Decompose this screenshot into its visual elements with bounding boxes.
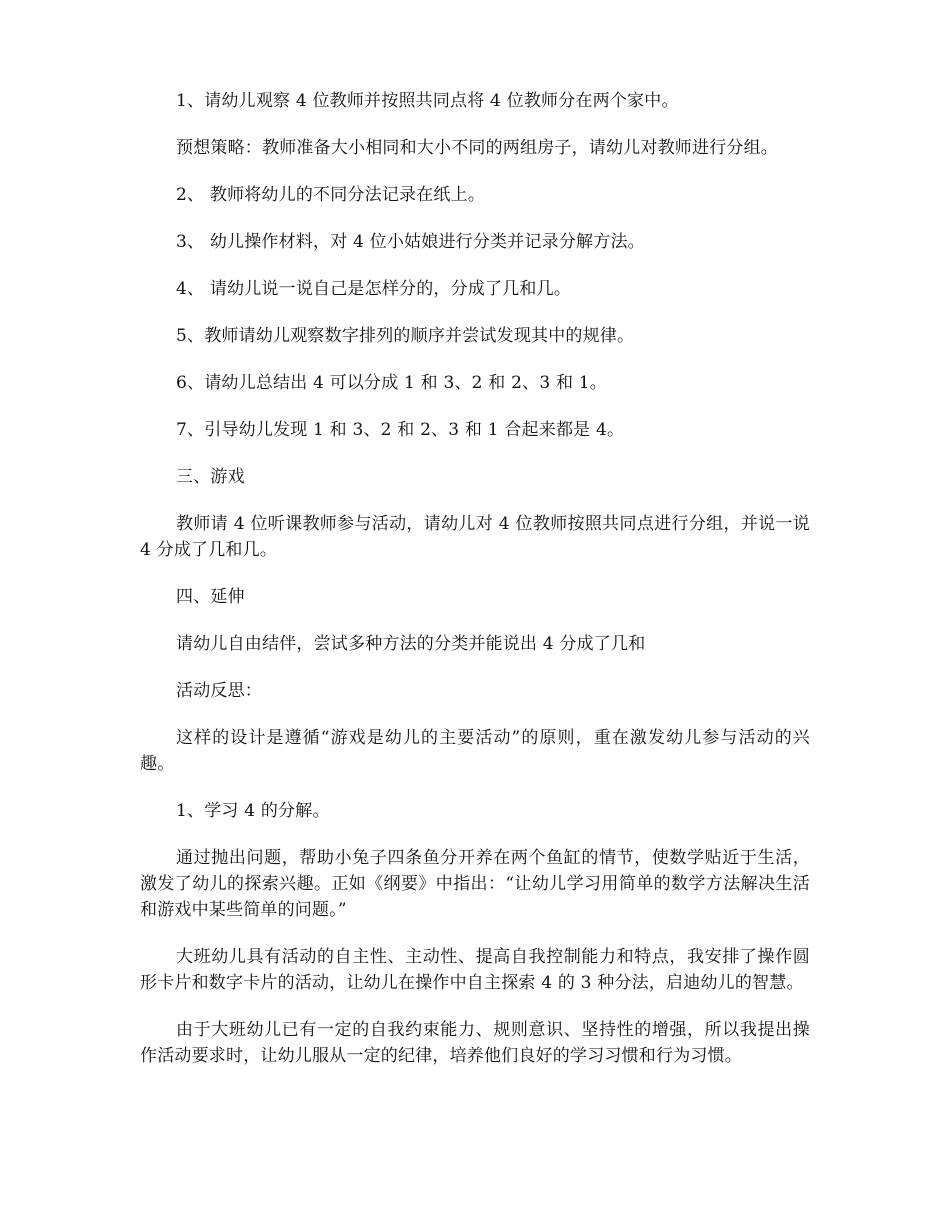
reflection-paragraph-2: 大班幼儿具有活动的自主性、主动性、提高自我控制能力和特点，我安排了操作圆形卡片和数字卡片的活动，让幼儿在操作中自主探索 4 的 3 种分法，启迪幼儿的智慧。 (140, 947, 810, 993)
step-7-paragraph: 7、引导幼儿发现 1 和 3、2 和 2、3 和 1 合起来都是 4。 (176, 420, 625, 440)
step-6-paragraph: 6、请幼儿总结出 4 可以分成 1 和 3、2 和 2、3 和 1。 (176, 373, 607, 393)
strategy-paragraph: 预想策略：教师准备大小相同和大小不同的两组房子，请幼儿对教师进行分组。 (176, 138, 778, 158)
step-1-paragraph: 1、请幼儿观察 4 位教师并按照共同点将 4 位教师分在两个家中。 (176, 91, 679, 111)
section-extension-heading: 四、延伸 (176, 587, 245, 607)
game-paragraph: 教师请 4 位听课教师参与活动，请幼儿对 4 位教师按照共同点进行分组，并说一说 4 分成了几和几。 (140, 514, 810, 560)
reflection-heading: 活动反思： (176, 681, 262, 701)
step-4-paragraph: 4、 请幼儿说一说自己是怎样分的，分成了几和几。 (176, 279, 572, 299)
step-5-paragraph: 5、教师请幼儿观察数字排列的顺序并尝试发现其中的规律。 (176, 326, 635, 346)
reflection-intro-paragraph: 这样的设计是遵循“游戏是幼儿的主要活动”的原则，重在激发幼儿参与活动的兴趣。 (140, 728, 810, 774)
reflection-paragraph-3: 由于大班幼儿已有一定的自我约束能力、规则意识、坚持性的增强，所以我提出操作活动要求时，让幼儿服从一定的纪律，培养他们良好的学习习惯和行为习惯。 (140, 1020, 810, 1066)
reflection-point-1-heading: 1、学习 4 的分解。 (176, 801, 330, 821)
section-game-heading: 三、游戏 (176, 467, 245, 487)
extension-paragraph: 请幼儿自由结伴，尝试多种方法的分类并能说出 4 分成了几和 (176, 634, 646, 654)
step-3-paragraph: 3、 幼儿操作材料，对 4 位小姑娘进行分类并记录分解方法。 (176, 232, 645, 252)
step-2-paragraph: 2、 教师将幼儿的不同分法记录在纸上。 (176, 185, 486, 205)
reflection-paragraph-1: 通过抛出问题，帮助小兔子四条鱼分开养在两个鱼缸的情节，使数学贴近于生活，激发了幼儿的探索兴趣。正如《纲要》中指出：“让幼儿学习用简单的数学方法解决生活和游戏中某些简单的问题。” (140, 848, 810, 920)
